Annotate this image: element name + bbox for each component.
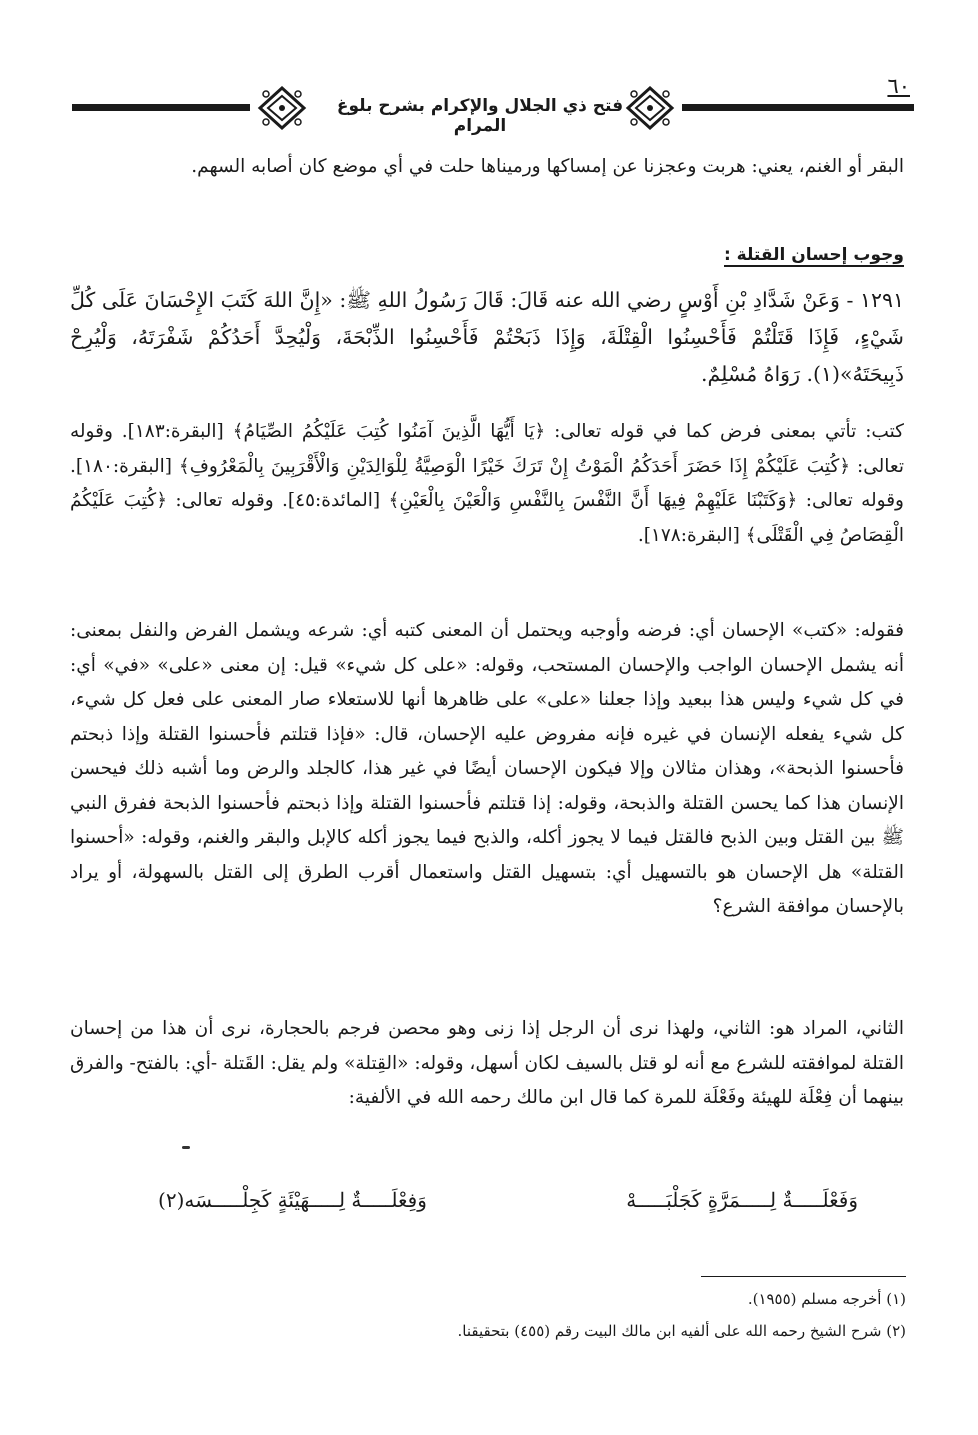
explanation-paragraph [70, 614, 904, 925]
footnote-separator [701, 1276, 906, 1277]
second-text: الثاني، المراد هو: الثاني، ولهذا نرى أن الرجل إذا زنى وهو محصن فرجم بالحجارة، نرى أن هذا من إحسان القتلة لموافقته للشرع مع أنه لو قتل بالسيف لكان أسهل، وقوله: «القِتلة» ولم يقل: القَتلة -أي: بالفتح- والفرق بينهما أن فِعْلَة للهيئة وفَعْلَة للمرة كما قال ابن مالك رحمه الله في الألفية: [70, 1018, 904, 1108]
hadith-text: ١٢٩١ - وَعَنْ شَدَّادِ بْنِ أَوْسٍ رضي الله عنه قَالَ: قَالَ رَسُولُ اللهِ ﷺ: «إِنَّ اللهَ كَتَبَ الإِحْسَانَ عَلَى كُلِّ شَيْءٍ، فَإِذَا قَتَلْتُمْ فَأَحْسِنُوا الْقِتْلَةَ، وَإِذَا ذَبَحْتُمْ فَأَحْسِنُوا الذِّبْحَةَ، وَلْيُحِدَّ أَحَدُكُمْ شَفْرَتَهُ، وَلْيُرِحْ ذَبِيحَتَهُ»(١). رَوَاهُ مُسْلِمٌ. [70, 288, 904, 386]
page-header [72, 74, 914, 136]
stray-mark [182, 1146, 190, 1149]
verse-hemistich-second: وَفِعْلَـــــةٌ لِـــــهَيْئَةٍ كَجِلْـــــسَه(٢) [158, 1188, 427, 1212]
header-rule-right [682, 104, 914, 111]
second-paragraph [70, 1012, 904, 1116]
intro-paragraph [70, 150, 904, 185]
section-heading [70, 238, 904, 273]
footnote-1: (١) أخرجه مسلم (١٩٥٥). [747, 1290, 906, 1308]
running-title: فتح ذي الجلال والإكرام بشرح بلوغ المرام [336, 96, 624, 136]
explanation-text: فقوله: «كتب» الإحسان أي: فرضه وأوجبه ويحتمل أن المعنى كتبه أي: شرعه ويشمل الفرض والنفل بمعنى: أنه يشمل الإحسان الواجب والإحسان المستحب، وقوله: «على كل شيء» قيل: إن معنى «على» «في» أي: في كل شيء وليس هذا ببعيد وإذا جعلنا «على» على ظاهرها أنها للاستعلاء صار المعنى على فعل كل شيء، كل شيء يفعله الإنسان في غيره فإنه مفروض عليه الإحسان، قال: «فإذا قتلتم فأحسنوا القتلة وإذا ذبحتم فأحسنوا الذبحة»، وهذان مثالان وإلا فيكون الإحسان أيضًا في غير هذا، كالجلد والرض وما أشبه ذلك فيحسن الإنسان هذا كما يحسن القتلة والذبحة، وقوله: إذا قتلتم فأحسنوا القتلة وإذا ذبحتم فأحسنوا الذبحة ففرق النبي ﷺ بين القتل وبين الذبح فالقتل فيما لا يجوز أكله، والذبح فيما يجوز أكله كالإبل والبقر والغنم، وقوله: «أحسنوا القتلة» هل الإحسان هو بالتسهيل أي: بتسهيل القتل واستعمال أقرب الطرق إلى القتل بالسهولة، أو يراد بالإحسان موافقة الشرع؟ [70, 620, 904, 917]
intro-text: البقر أو الغنم، يعني: هربت وعجزنا عن إمساكها ورميناها حلت في أي موضع كان أصابه السهم. [191, 156, 904, 177]
kataba-text: كتب: تأتي بمعنى فرض كما في قوله تعالى: ﴿يَا أَيُّهَا الَّذِينَ آمَنُوا كُتِبَ عَلَيْكُمُ الصِّيَامُ﴾ [البقرة:١٨٣]. وقوله تعالى: ﴿كُتِبَ عَلَيْكُمْ إِذَا حَضَرَ أَحَدَكُمُ الْمَوْتُ إِنْ تَرَكَ خَيْرًا الْوَصِيَّةُ لِلْوَالِدَيْنِ وَالْأَقْرَبِينَ بِالْمَعْرُوفِ﴾ [البقرة:١٨٠]. وقوله تعالى: ﴿وَكَتَبْنَا عَلَيْهِمْ فِيهَا أَنَّ النَّفْسَ بِالنَّفْسِ وَالْعَيْنَ بِالْعَيْنِ﴾ [المائدة:٤٥]. وقوله تعالى: ﴿كُتِبَ عَلَيْكُمُ الْقِصَاصُ فِي الْقَتْلَى﴾ [البقرة:١٧٨]. [70, 421, 904, 546]
footnote-2: (٢) شرح الشيخ رحمه الله على ألفيه ابن مالك البيت رقم (٤٥٥) بتحقيقنا. [457, 1322, 906, 1340]
kataba-paragraph [70, 415, 904, 553]
poem-verse [158, 1188, 858, 1212]
verse-hemistich-first: وَفَعْلَـــــةٌ لِـــــمَرَّةٍ كَجَلْبَـــــهْ [626, 1188, 858, 1212]
section-heading-text: وجوب إحسان القتلة : [723, 245, 904, 265]
ornament-icon [256, 86, 308, 130]
header-rule-left [72, 104, 250, 111]
page-number: ٦٠ [887, 74, 910, 98]
hadith-text-block [70, 282, 904, 393]
